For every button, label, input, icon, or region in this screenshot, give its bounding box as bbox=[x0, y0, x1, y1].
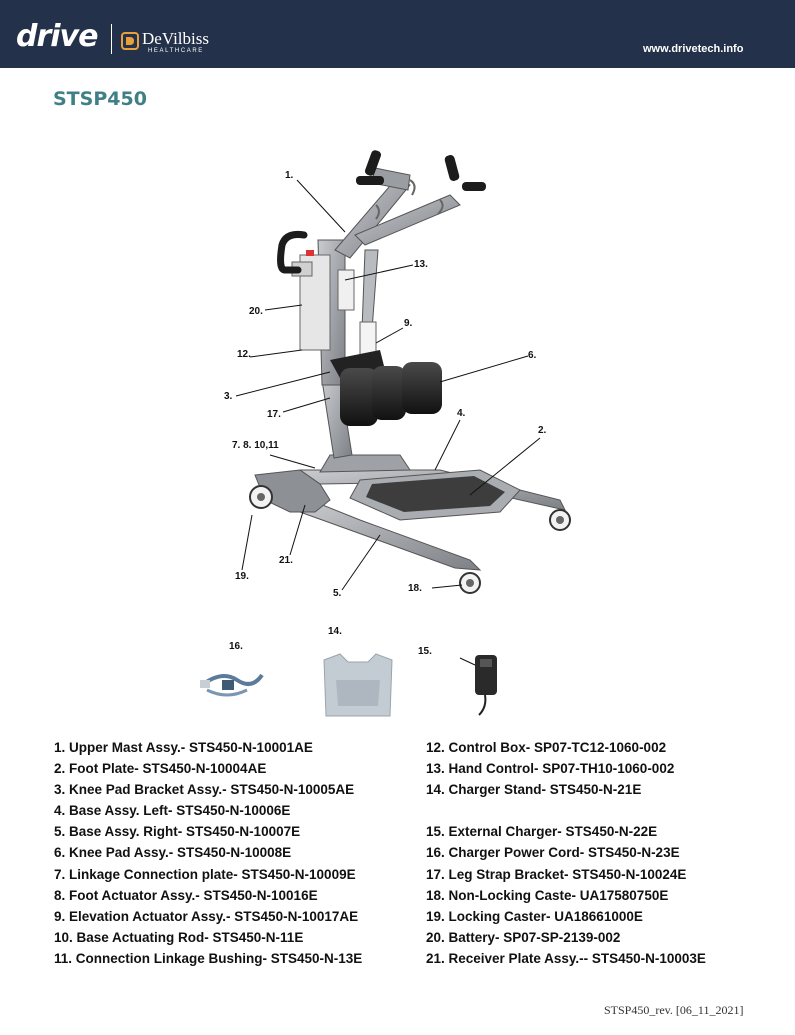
external-charger-image bbox=[455, 645, 515, 720]
stsp450-lift-illustration bbox=[0, 120, 795, 730]
part-item: 17. Leg Strap Bracket- STS450-N-10024E bbox=[426, 866, 687, 882]
parts-list-left bbox=[54, 737, 414, 969]
callout-21: 21. bbox=[279, 555, 293, 566]
part-item: 15. External Charger- STS450-N-22E bbox=[426, 824, 658, 840]
part-item: 21. Receiver Plate Assy.-- STS450-N-10003E bbox=[426, 950, 706, 966]
part-item: 18. Non-Locking Caste- UA17580750E bbox=[426, 887, 669, 903]
part-item: 13. Hand Control- SP07-TH10-1060-002 bbox=[426, 761, 675, 777]
revision-footer: STSP450_rev. [06_11_2021] bbox=[604, 1003, 744, 1017]
knee-pad bbox=[330, 350, 442, 426]
part-item: 1. Upper Mast Assy.- STS450-N-10001AE bbox=[54, 740, 313, 755]
header-bar bbox=[0, 0, 795, 68]
callout-4: 4. bbox=[457, 408, 466, 419]
part-item: 8. Foot Actuator Assy.- STS450-N-10016E bbox=[54, 887, 318, 903]
part-item-spacer bbox=[426, 800, 766, 821]
part-item: 20. Battery- SP07-SP-2139-002 bbox=[426, 929, 621, 945]
callout-13: 13. bbox=[414, 259, 428, 270]
callout-1: 1. bbox=[285, 170, 294, 181]
callout-15: 15. bbox=[418, 646, 432, 657]
elevation-actuator bbox=[360, 250, 378, 362]
parts-list-right bbox=[426, 737, 766, 969]
callout-19: 19. bbox=[235, 571, 249, 582]
callout-9: 9. bbox=[404, 318, 413, 329]
devilbiss-logo: DeVilbiss bbox=[142, 29, 209, 48]
callout-16: 16. bbox=[229, 641, 243, 652]
callout-7-8-10-11: 7. 8. 10,11 bbox=[232, 440, 279, 451]
healthcare-logo-text: HEALTHCARE bbox=[148, 48, 204, 54]
callout-20: 20. bbox=[249, 306, 263, 317]
callout-5: 5. bbox=[333, 588, 342, 599]
charger-power-cord-image bbox=[192, 650, 272, 710]
callout-12: 12. bbox=[237, 349, 251, 360]
part-item: 12. Control Box- SP07-TC12-1060-002 bbox=[426, 740, 667, 755]
part-item: 11. Connection Linkage Bushing- STS450-N-13E bbox=[54, 950, 363, 966]
website-url[interactable]: www.drivetech.info bbox=[643, 43, 744, 55]
charger-stand-image bbox=[318, 640, 398, 720]
part-item: 5. Base Assy. Right- STS450-N-10007E bbox=[54, 824, 301, 840]
part-item: 19. Locking Caster- UA18661000E bbox=[426, 908, 643, 924]
part-item: 9. Elevation Actuator Assy.- STS450-N-10017AE bbox=[54, 908, 359, 924]
drive-logo: drive bbox=[16, 19, 98, 54]
devilbiss-logo-icon bbox=[121, 32, 139, 50]
callout-3: 3. bbox=[224, 391, 233, 402]
part-item: 2. Foot Plate- STS450-N-10004AE bbox=[54, 761, 267, 777]
part-item: 6. Knee Pad Assy.- STS450-N-10008E bbox=[54, 845, 292, 861]
callout-2: 2. bbox=[538, 425, 547, 436]
page-title: STSP450 bbox=[53, 88, 147, 110]
callout-17: 17. bbox=[267, 409, 281, 420]
part-item: 14. Charger Stand- STS450-N-21E bbox=[426, 782, 642, 798]
part-item: 16. Charger Power Cord- STS450-N-23E bbox=[426, 845, 680, 861]
callout-6: 6. bbox=[528, 350, 537, 361]
callout-14: 14. bbox=[328, 626, 342, 637]
upper-mast bbox=[335, 149, 486, 258]
part-item: 7. Linkage Connection plate- STS450-N-10009E bbox=[54, 866, 356, 882]
part-item: 10. Base Actuating Rod- STS450-N-11E bbox=[54, 929, 304, 945]
part-item: 4. Base Assy. Left- STS450-N-10006E bbox=[54, 803, 291, 819]
callout-18: 18. bbox=[408, 583, 422, 594]
logo-divider bbox=[111, 24, 112, 54]
part-item: 3. Knee Pad Bracket Assy.- STS450-N-10005AE bbox=[54, 782, 355, 798]
